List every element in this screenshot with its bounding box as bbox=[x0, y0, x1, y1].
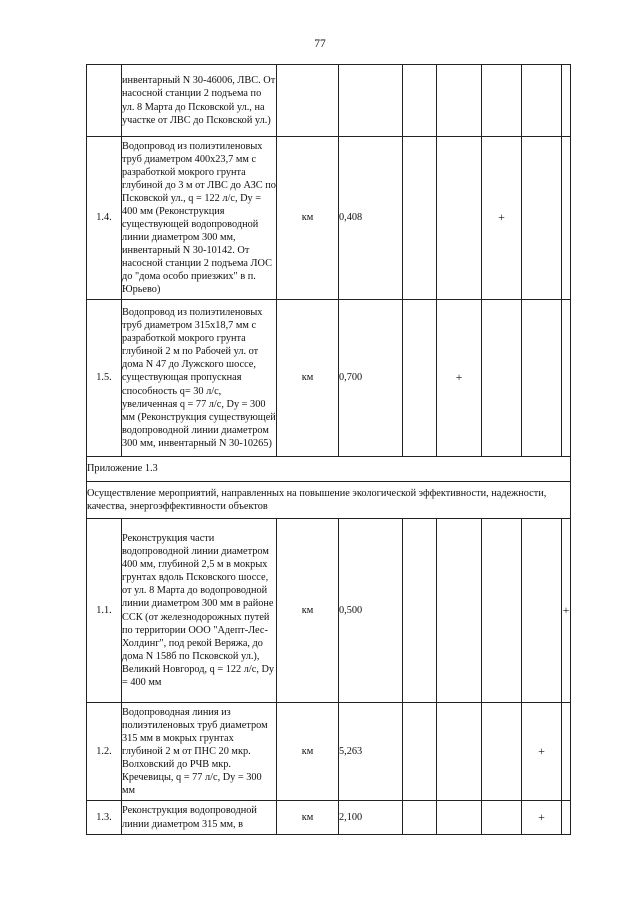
row-number: 1.2. bbox=[87, 703, 122, 801]
row-value: 0,408 bbox=[339, 137, 403, 300]
row-mark: + bbox=[522, 703, 562, 801]
row-mark bbox=[437, 703, 482, 801]
table-row bbox=[87, 703, 571, 801]
row-description: Реконструкция части водопроводной линии диаметром 400 мм, глубиной 2,5 м в мокрых грунтах вдоль Псковского шоссе, от ул. 8 Марта до водопроводной линии диаметром 300 мм в районе ССК (от железнодорожных путей по территории ООО "Адепт-Лес-Холдинг", под рекой Веряжа, до дома N 158б по Псковской ул.), Великий Новгород, q = 122 л/с, Dy = 400 мм bbox=[122, 519, 277, 703]
row-mark bbox=[562, 801, 571, 835]
table-row bbox=[87, 519, 571, 703]
section-title: Осуществление мероприятий, направленных на повышение экологической эффективности, надежности, качества, энергоэффективности объектов bbox=[87, 482, 571, 519]
row-number: 1.1. bbox=[87, 519, 122, 703]
row-mark bbox=[562, 300, 571, 457]
row-unit: км bbox=[277, 519, 339, 703]
row-mark bbox=[437, 801, 482, 835]
measures-table bbox=[86, 64, 571, 835]
row-number: 1.3. bbox=[87, 801, 122, 835]
appendix-label: Приложение 1.3 bbox=[87, 457, 571, 482]
row-value: 2,100 bbox=[339, 801, 403, 835]
row-number: 1.4. bbox=[87, 137, 122, 300]
row-number bbox=[87, 65, 122, 137]
row-mark bbox=[522, 519, 562, 703]
row-mark bbox=[482, 300, 522, 457]
row-description: инвентарный N 30-46006, ЛВС. От насосной станции 2 подъема по ул. 8 Марта до Псковской ул., на участке от ЛВС до Псковской ул.) bbox=[122, 65, 277, 137]
row-mark bbox=[522, 137, 562, 300]
row-description: Водопроводная линия из полиэтиленовых труб диаметром 315 мм в мокрых грунтах глубиной 2 м от ПНС 20 мкр. Волховский до РЧВ мкр. Кречевицы, q = 77 л/с, Dy = 300 мм bbox=[122, 703, 277, 801]
row-mark bbox=[403, 703, 437, 801]
row-mark bbox=[482, 65, 522, 137]
row-unit bbox=[277, 65, 339, 137]
row-mark bbox=[403, 300, 437, 457]
row-value: 5,263 bbox=[339, 703, 403, 801]
row-mark bbox=[403, 519, 437, 703]
table-row bbox=[87, 482, 571, 519]
row-mark: + bbox=[522, 801, 562, 835]
row-mark bbox=[437, 519, 482, 703]
row-mark bbox=[482, 519, 522, 703]
row-value bbox=[339, 65, 403, 137]
table-row bbox=[87, 300, 571, 457]
row-number: 1.5. bbox=[87, 300, 122, 457]
row-value: 0,500 bbox=[339, 519, 403, 703]
row-value: 0,700 bbox=[339, 300, 403, 457]
row-unit: км bbox=[277, 801, 339, 835]
row-mark bbox=[522, 65, 562, 137]
row-unit: км bbox=[277, 300, 339, 457]
row-mark bbox=[522, 300, 562, 457]
row-mark bbox=[437, 65, 482, 137]
row-mark: + bbox=[437, 300, 482, 457]
row-mark bbox=[482, 801, 522, 835]
table-row bbox=[87, 457, 571, 482]
row-mark bbox=[562, 703, 571, 801]
row-description: Водопровод из полиэтиленовых труб диаметром 315х18,7 мм с разработкой мокрого грунта глубиной 2 м по Рабочей ул. от дома N 47 до Лужского шоссе, существующая пропускная способность q= 30 л/с, увеличенная q = 77 л/с, Dy = 300 мм (Реконструкция существующей водопроводной линии диаметром 300 мм, инвентарный N 30-10265) bbox=[122, 300, 277, 457]
table-row bbox=[87, 65, 571, 137]
row-mark bbox=[482, 703, 522, 801]
row-mark: + bbox=[482, 137, 522, 300]
row-mark bbox=[437, 137, 482, 300]
row-mark bbox=[562, 137, 571, 300]
row-unit: км bbox=[277, 137, 339, 300]
table-row bbox=[87, 801, 571, 835]
row-mark bbox=[403, 801, 437, 835]
row-description: Водопровод из полиэтиленовых труб диаметром 400х23,7 мм с разработкой мокрого грунта глубиной до 3 м от ЛВС до АЗС по Псковской ул., q = 122 л/с, Dy = 400 мм (Реконструкция существующей водопроводной линии диаметром 300 мм, инвентарный N 30-10142. От насосной станции 2 подъема ЛОС до "дома особо приезжих" в п. Юрьево) bbox=[122, 137, 277, 300]
row-description: Реконструкция водопроводной линии диаметром 315 мм, в bbox=[122, 801, 277, 835]
row-mark: + bbox=[562, 519, 571, 703]
row-mark bbox=[403, 137, 437, 300]
row-mark bbox=[403, 65, 437, 137]
table-row bbox=[87, 137, 571, 300]
row-mark bbox=[562, 65, 571, 137]
row-unit: км bbox=[277, 703, 339, 801]
page-number: 77 bbox=[314, 38, 326, 50]
